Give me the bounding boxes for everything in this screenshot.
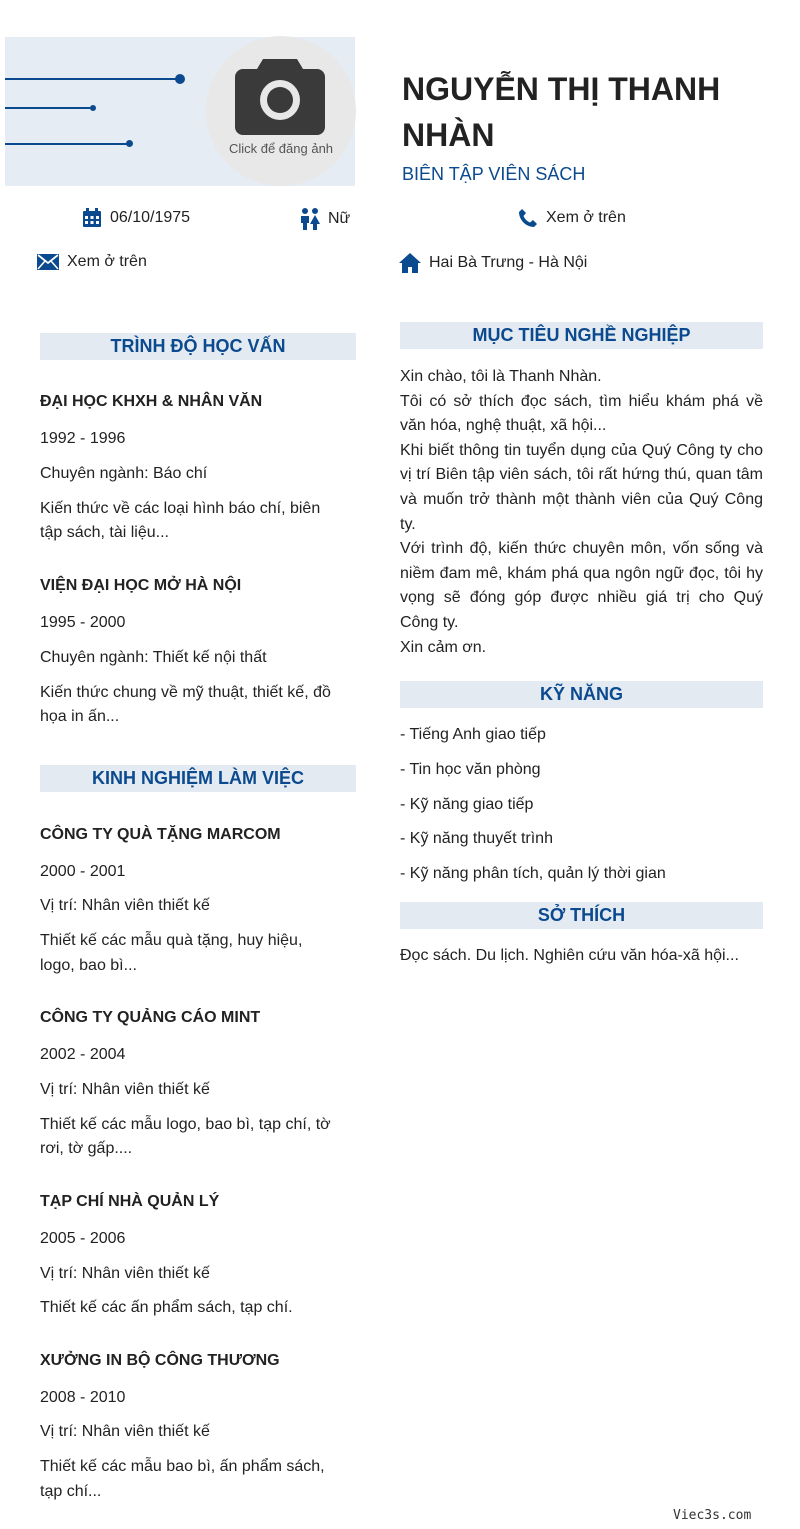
decorative-line bbox=[5, 78, 180, 80]
experience-company: XƯỞNG IN BỘ CÔNG THƯƠNG bbox=[40, 1352, 280, 1369]
experience-desc: Thiết kế các ấn phẩm sách, tạp chí. bbox=[40, 1299, 293, 1316]
experience-desc: tạp chí... bbox=[40, 1483, 102, 1500]
education-desc: tập sách, tài liệu... bbox=[40, 524, 169, 541]
job-title: BIÊN TẬP VIÊN SÁCH bbox=[402, 164, 586, 184]
phone-icon bbox=[518, 208, 538, 228]
hobbies-section-title: SỞ THÍCH bbox=[400, 902, 763, 929]
experience-desc: logo, bao bì... bbox=[40, 957, 137, 974]
address-value: Hai Bà Trưng - Hà Nội bbox=[429, 254, 588, 271]
calendar-icon bbox=[82, 208, 102, 228]
education-school: VIỆN ĐẠI HỌC MỞ HÀ NỘI bbox=[40, 577, 242, 594]
skills-section-title: KỸ NĂNG bbox=[400, 681, 763, 708]
decorative-line bbox=[5, 143, 129, 145]
experience-period: 2005 - 2006 bbox=[40, 1230, 126, 1247]
people-icon bbox=[300, 208, 320, 230]
objective-paragraph: Xin chào, tôi là Thanh Nhàn. bbox=[400, 368, 602, 385]
email-icon bbox=[37, 254, 59, 270]
address-field bbox=[399, 253, 587, 273]
experience-desc: Thiết kế các mẫu logo, bao bì, tạp chí, tờ bbox=[40, 1116, 331, 1133]
decorative-line bbox=[5, 107, 93, 109]
education-major: Chuyên ngành: Báo chí bbox=[40, 465, 208, 482]
education-period: 1992 - 1996 bbox=[40, 430, 126, 447]
objective-paragraph: Khi biết thông tin tuyển dụng của Quý Công ty cho vị trí Biên tập viên sách, tôi rất hứng thú, quan tâm và muốn trở thành một thành viên của Quý Công ty. bbox=[400, 441, 763, 533]
skill-item: - Kỹ năng phân tích, quản lý thời gian bbox=[400, 865, 666, 882]
decorative-dot bbox=[90, 105, 96, 111]
education-period: 1995 - 2000 bbox=[40, 614, 126, 631]
experience-position: Vị trí: Nhân viên thiết kế bbox=[40, 1423, 210, 1440]
experience-company: CÔNG TY QUẢNG CÁO MINT bbox=[40, 1009, 261, 1026]
experience-company: CÔNG TY QUÀ TẶNG MARCOM bbox=[40, 826, 281, 843]
experience-desc: Thiết kế các mẫu quà tặng, huy hiệu, bbox=[40, 932, 303, 949]
experience-desc: Thiết kế các mẫu bao bì, ấn phẩm sách, bbox=[40, 1458, 325, 1475]
education-desc: họa in ấn... bbox=[40, 708, 120, 725]
experience-company: TẠP CHÍ NHÀ QUẢN LÝ bbox=[40, 1193, 220, 1210]
gender-value: Nữ bbox=[328, 210, 351, 227]
experience-desc: rơi, tờ gấp.... bbox=[40, 1140, 133, 1157]
experience-period: 2000 - 2001 bbox=[40, 863, 126, 880]
experience-section-title: KINH NGHIỆM LÀM VIỆC bbox=[40, 765, 356, 792]
experience-position: Vị trí: Nhân viên thiết kế bbox=[40, 1081, 210, 1098]
experience-position: Vị trí: Nhân viên thiết kế bbox=[40, 1265, 210, 1282]
education-desc: Kiến thức về các loại hình báo chí, biên bbox=[40, 500, 321, 517]
birthday-value: 06/10/1975 bbox=[110, 209, 191, 226]
education-major: Chuyên ngành: Thiết kế nội thất bbox=[40, 649, 267, 666]
skill-item: - Tin học văn phòng bbox=[400, 761, 541, 778]
skill-item: - Kỹ năng thuyết trình bbox=[400, 830, 553, 847]
photo-caption: Click để đăng ảnh bbox=[228, 141, 334, 156]
decorative-dot bbox=[126, 140, 133, 147]
experience-period: 2008 - 2010 bbox=[40, 1389, 126, 1406]
experience-position: Vị trí: Nhân viên thiết kế bbox=[40, 897, 210, 914]
experience-period: 2002 - 2004 bbox=[40, 1046, 126, 1063]
gender-field bbox=[300, 208, 350, 230]
footer-brand[interactable]: Viec3s.com bbox=[673, 1508, 752, 1523]
home-icon bbox=[399, 253, 421, 273]
education-section-title: TRÌNH ĐỘ HỌC VẤN bbox=[40, 333, 356, 360]
skill-item: - Tiếng Anh giao tiếp bbox=[400, 726, 546, 743]
hobbies-text: Đọc sách. Du lịch. Nghiên cứu văn hóa-xã hội... bbox=[400, 947, 739, 964]
education-school: ĐẠI HỌC KHXH & NHÂN VĂN bbox=[40, 393, 263, 410]
education-desc: Kiến thức chung về mỹ thuật, thiết kế, đồ bbox=[40, 684, 331, 701]
objective-text bbox=[400, 365, 763, 660]
objective-paragraph: Với trình độ, kiến thức chuyên môn, vốn sống và niềm đam mê, khám phá qua ngôn ngữ đọc, tôi hy vọng sẽ đóng góp được nhiều giá trị cho Quý Công ty. bbox=[400, 540, 763, 631]
objective-paragraph: Xin cảm ơn. bbox=[400, 638, 487, 656]
candidate-name: NGUYỄN THỊ THANH NHÀN bbox=[402, 71, 721, 153]
skill-item: - Kỹ năng giao tiếp bbox=[400, 796, 534, 813]
decorative-dot bbox=[175, 74, 185, 84]
birthday-field bbox=[82, 208, 190, 228]
email-value: Xem ở trên bbox=[67, 253, 147, 270]
email-field bbox=[37, 253, 147, 271]
objective-paragraph: Tôi có sở thích đọc sách, tìm hiểu khám phá về văn hóa, nghệ thuật, xã hội... bbox=[400, 392, 763, 435]
camera-icon bbox=[235, 57, 325, 135]
objective-section-title: MỤC TIÊU NGHỀ NGHIỆP bbox=[400, 322, 763, 349]
phone-value: Xem ở trên bbox=[546, 209, 626, 226]
photo-upload[interactable] bbox=[206, 36, 356, 186]
phone-field bbox=[518, 208, 626, 228]
